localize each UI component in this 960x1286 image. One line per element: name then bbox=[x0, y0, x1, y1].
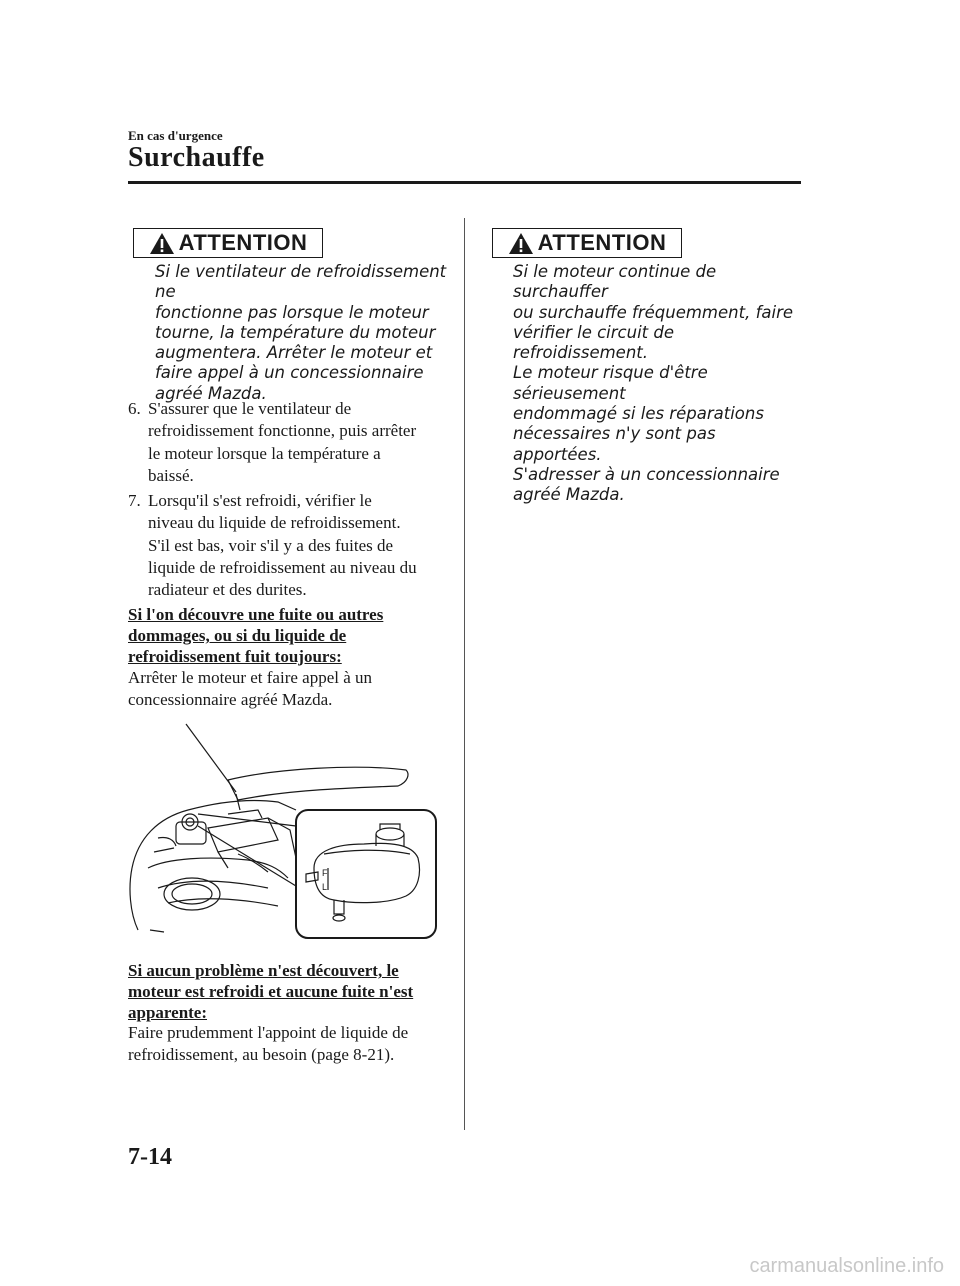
step-line: liquide de refroidissement au niveau du bbox=[148, 557, 417, 577]
step-line: le moteur lorsque la température a bbox=[148, 443, 381, 463]
para-line: Arrêter le moteur et faire appel à un bbox=[128, 668, 373, 687]
step-line: baissé. bbox=[148, 465, 194, 485]
heading-line: refroidissement fuit toujours: bbox=[128, 647, 342, 666]
step-number: 6. bbox=[128, 399, 141, 418]
page-title: Surchauffe bbox=[128, 142, 265, 173]
caution-line: vérifier le circuit de refroidissement. bbox=[513, 322, 674, 363]
step-line: S'assurer que le ventilateur de bbox=[148, 399, 352, 418]
step-number: 7. bbox=[128, 491, 141, 510]
step-line: S'il est bas, voir s'il y a des fuites de bbox=[148, 535, 394, 555]
caution-line: nécessaires n'y sont pas apportées. bbox=[513, 424, 716, 464]
attention-box-right bbox=[492, 228, 682, 258]
attention-label: ATTENTION bbox=[178, 230, 308, 255]
leak-text bbox=[128, 667, 458, 710]
para-line: refroidissement, au besoin (page 8-21). bbox=[128, 1044, 395, 1064]
warning-icon bbox=[149, 232, 175, 255]
attention-text-right bbox=[513, 262, 808, 506]
caution-line: ou surchauffe fréquemment, faire bbox=[513, 302, 794, 322]
step-line: niveau du liquide de refroidissement. bbox=[148, 513, 401, 533]
attention-text-left bbox=[155, 262, 455, 404]
caution-line: tourne, la température du moteur bbox=[155, 322, 436, 342]
title-rule bbox=[128, 181, 801, 184]
no-problem-heading bbox=[128, 960, 448, 1023]
warning-icon bbox=[508, 232, 534, 255]
attention-label: ATTENTION bbox=[537, 230, 667, 255]
attention-box-left bbox=[133, 228, 323, 258]
heading-line: Si aucun problème n'est découvert, le bbox=[128, 961, 399, 980]
section-label: En cas d'urgence bbox=[128, 128, 223, 143]
coolant-reservoir-illustration bbox=[128, 718, 440, 948]
caution-line: augmentera. Arrêter le moteur et bbox=[155, 343, 433, 363]
no-problem-text bbox=[128, 1022, 458, 1065]
reservoir-full-mark: F bbox=[322, 868, 328, 878]
caution-line: S'adresser à un concessionnaire bbox=[513, 464, 780, 484]
caution-line: endommagé si les réparations bbox=[513, 404, 764, 424]
caution-line: agréé Mazda. bbox=[155, 383, 267, 403]
heading-line: moteur est refroidi et aucune fuite n'est bbox=[128, 982, 414, 1001]
step-6 bbox=[128, 398, 448, 487]
para-line: concessionnaire agréé Mazda. bbox=[128, 689, 333, 709]
leak-heading bbox=[128, 604, 428, 667]
watermark: carmanualsonline.info bbox=[749, 1255, 944, 1277]
heading-line: dommages, ou si du liquide de bbox=[128, 626, 347, 645]
caution-line: Le moteur risque d'être sérieusement bbox=[513, 363, 708, 403]
column-divider bbox=[464, 218, 465, 1130]
page-number: 7-14 bbox=[128, 1144, 172, 1170]
step-7 bbox=[128, 490, 448, 601]
reservoir-low-mark: L bbox=[322, 882, 328, 892]
step-line: Lorsqu'il s'est refroidi, vérifier le bbox=[148, 491, 372, 510]
caution-line: Si le moteur continue de surchauffer bbox=[513, 262, 717, 302]
caution-line: fonctionne pas lorsque le moteur bbox=[155, 302, 429, 322]
caution-line: Si le ventilateur de refroidissement ne bbox=[155, 262, 447, 302]
step-line: radiateur et des durites. bbox=[148, 580, 307, 600]
heading-line: Si l'on découvre une fuite ou autres bbox=[128, 605, 384, 624]
para-line: Faire prudemment l'appoint de liquide de bbox=[128, 1023, 409, 1042]
caution-line: agréé Mazda. bbox=[513, 485, 625, 505]
step-line: refroidissement fonctionne, puis arrêter bbox=[148, 421, 417, 441]
caution-line: faire appel à un concessionnaire bbox=[155, 363, 424, 383]
heading-line: apparente: bbox=[128, 1003, 208, 1022]
